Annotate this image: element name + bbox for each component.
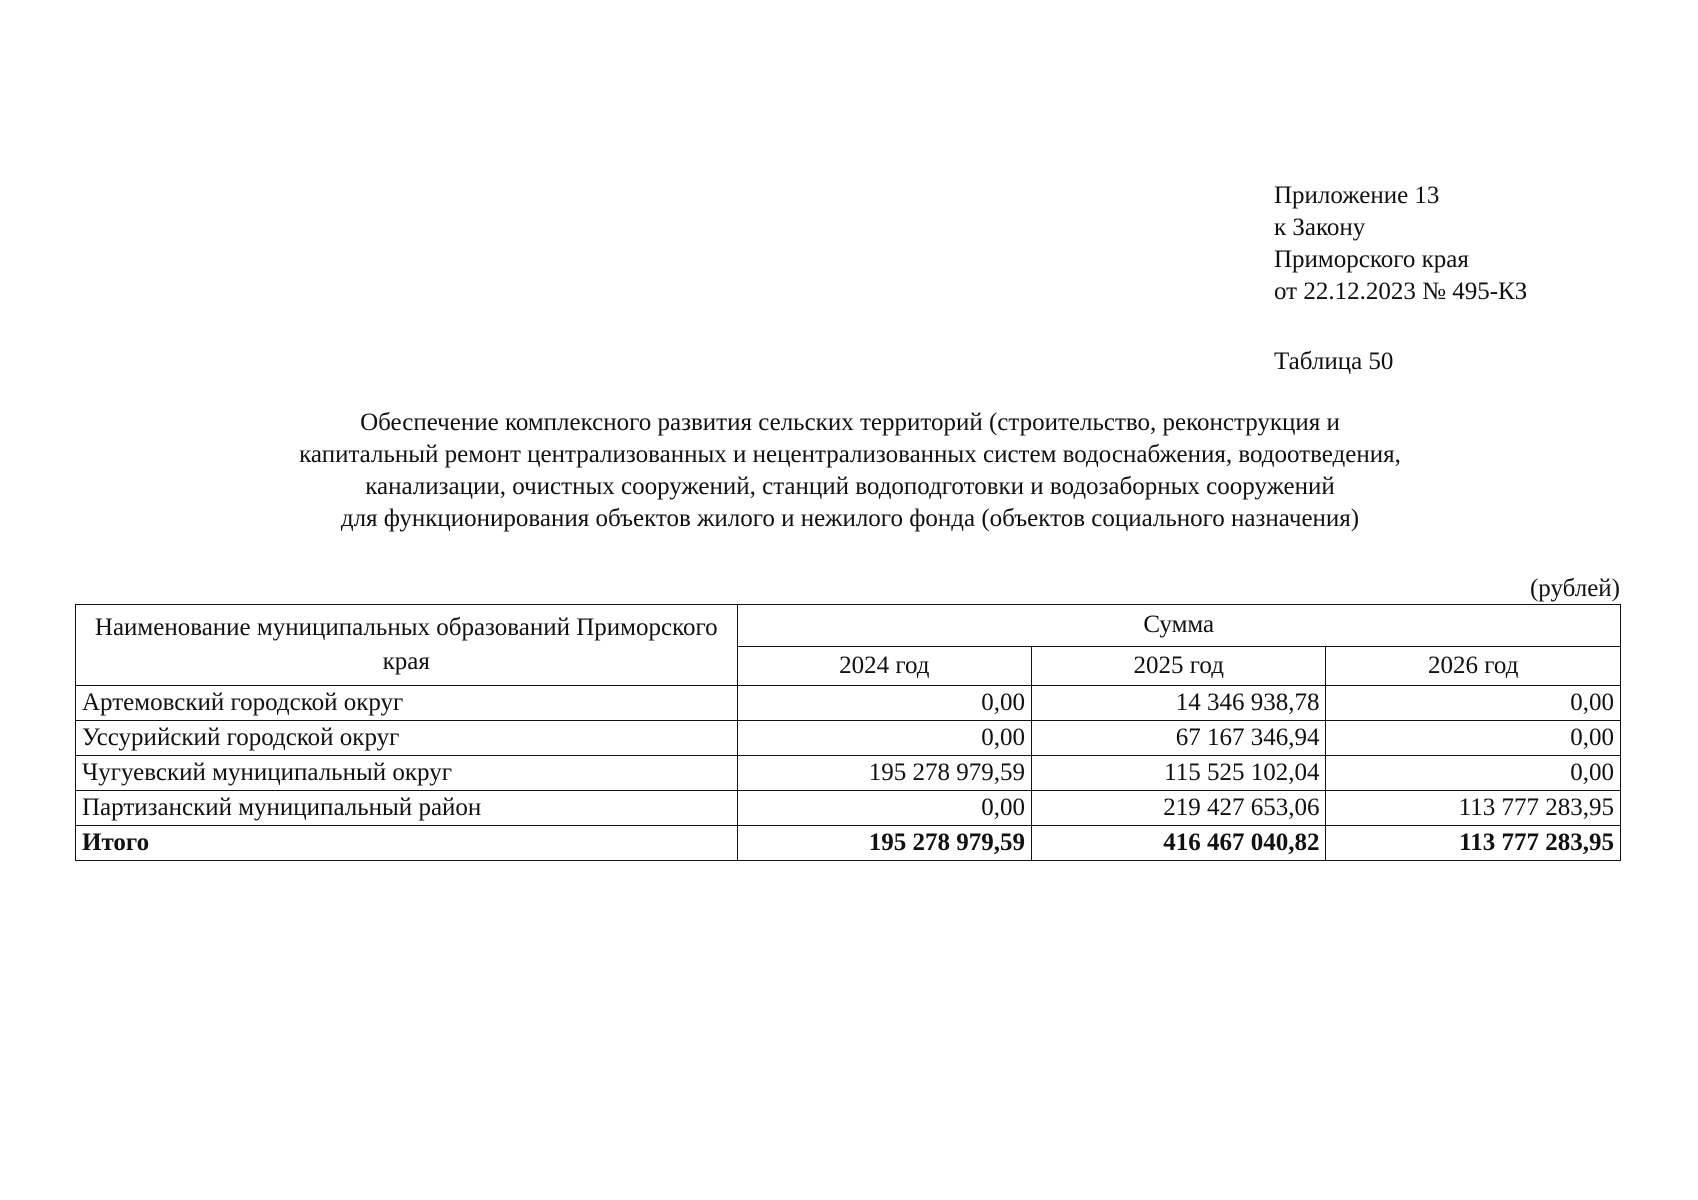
row-value-2024: 0,00 [737,791,1031,826]
row-value-2025: 67 167 346,94 [1032,721,1326,756]
appendix-law-ref: к Закону [1274,214,1366,241]
row-value-2024: 0,00 [737,721,1031,756]
row-value-2025: 219 427 653,06 [1032,791,1326,826]
row-municipality-name: Уссурийский городской округ [76,721,738,756]
total-label: Итого [76,826,738,861]
budget-table [75,604,1621,861]
total-value-2026: 113 777 283,95 [1326,826,1621,861]
row-value-2024: 195 278 979,59 [737,756,1031,791]
row-value-2024: 0,00 [737,686,1031,721]
table-number: Таблица 50 [1274,348,1394,375]
units-label: (рублей) [1529,575,1620,602]
document-title [140,407,1560,535]
appendix-block [1274,180,1527,308]
title-line: канализации, очистных сооружений, станций водоподготовки и водозаборных сооружений [365,473,1335,500]
row-municipality-name: Партизанский муниципальный район [76,791,738,826]
row-municipality-name: Артемовский городской округ [76,686,738,721]
header-year-2024: 2024 год [737,646,1031,686]
row-value-2026: 0,00 [1326,756,1621,791]
table-row [76,791,1621,826]
header-year-2025: 2025 год [1032,646,1326,686]
row-value-2025: 14 346 938,78 [1032,686,1326,721]
row-value-2026: 113 777 283,95 [1326,791,1621,826]
table-row [76,686,1621,721]
row-municipality-name: Чугуевский муниципальный округ [76,756,738,791]
row-value-2026: 0,00 [1326,721,1621,756]
appendix-number: Приложение 13 [1274,182,1440,209]
title-line: капитальный ремонт централизованных и нецентрализованных систем водоснабжения, водоотведения, [299,441,1401,468]
appendix-date-number: от 22.12.2023 № 495-КЗ [1274,278,1528,305]
header-municipality-name: Наименование муниципальных образований Приморского края [76,605,738,686]
total-row [76,826,1621,861]
appendix-region: Приморского края [1274,246,1469,273]
title-line: для функционирования объектов жилого и нежилого фонда (объектов социального назначения) [340,505,1360,532]
total-value-2024: 195 278 979,59 [737,826,1031,861]
header-year-2026: 2026 год [1326,646,1621,686]
row-value-2026: 0,00 [1326,686,1621,721]
table-row [76,721,1621,756]
title-line: Обеспечение комплексного развития сельских территорий (строительство, реконструкция и [360,409,1340,436]
total-value-2025: 416 467 040,82 [1032,826,1326,861]
row-value-2025: 115 525 102,04 [1032,756,1326,791]
table-row [76,756,1621,791]
header-sum: Сумма [737,605,1620,647]
